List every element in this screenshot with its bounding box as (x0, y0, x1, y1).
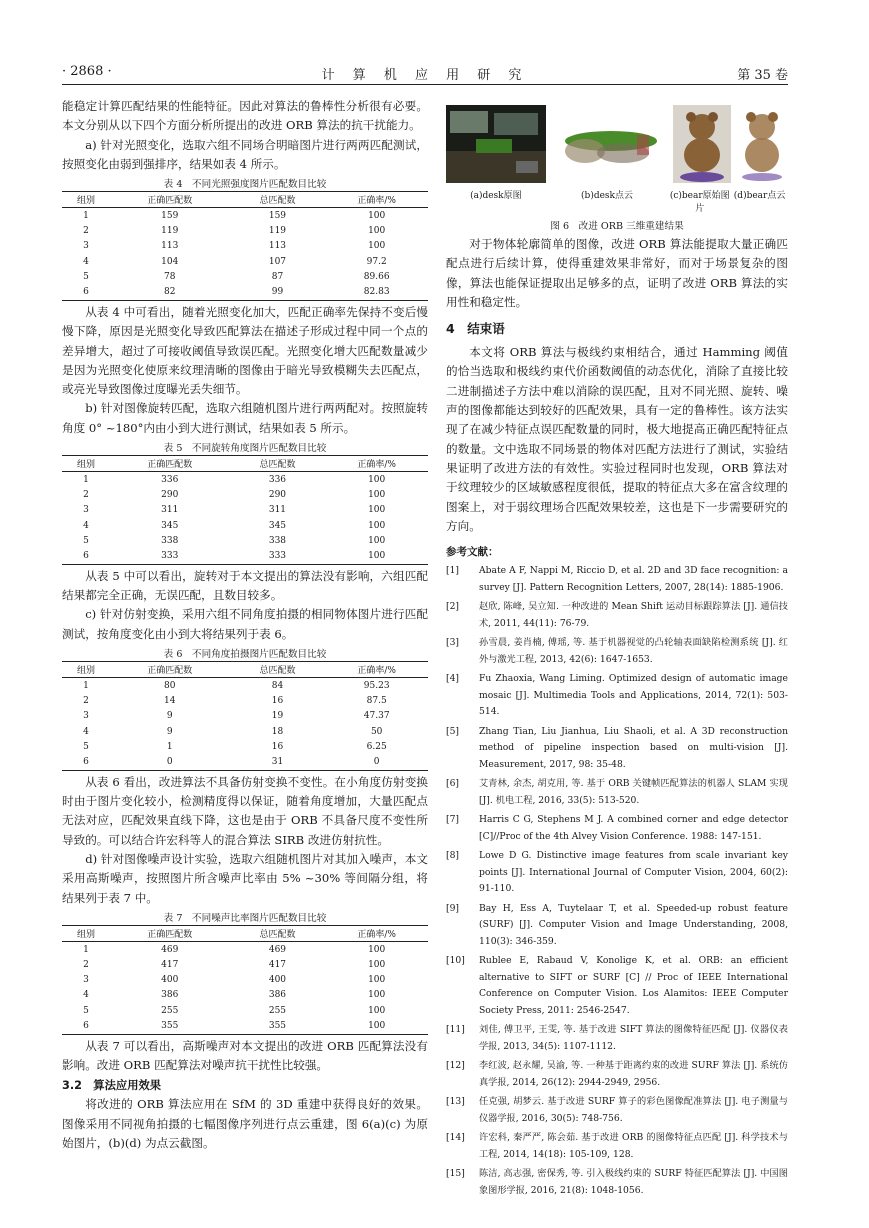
table-cell: 100 (368, 1021, 386, 1031)
table-row (62, 223, 428, 238)
reference-item (446, 724, 788, 774)
table-cell: 0 (373, 757, 380, 768)
reference-text: Zhang Tian, Liu Jianhua, Liu Shaoli, et al. A 3D reconstruction method of pipeline inspection based on multi-vision [J]. Measurement, 2017, 98: 35-48. (479, 725, 788, 770)
column-header: 正确率/% (325, 925, 428, 941)
table-row (62, 472, 428, 488)
table-cell: 6 (83, 287, 89, 298)
table-cell: 100 (368, 944, 386, 955)
section-heading: 4 结束语 (446, 321, 505, 337)
table-cell: 1 (166, 741, 173, 752)
reference-item (446, 812, 788, 845)
table-header-row (62, 925, 428, 941)
table-cell: 400 (268, 975, 287, 986)
paragraph: 对于物体轮廓简单的图像，改进 ORB 算法能提取大量正确匹配点进行后续计算，使得重建效果非常好，而对于场景复杂的图像，算法也能保证提取出足够多的点，证明了改进 ORB 算法的实用性和稳定性。 (446, 237, 788, 309)
data-table (62, 455, 428, 565)
reference-number: [14] (446, 1132, 465, 1144)
table-cell: 4 (83, 520, 89, 531)
reference-text: Abate A F, Nappi M, Riccio D, et al. 2D and 3D face recognition: a survey [J]. Pattern Recognition Letters, 2007, 28(14): 1885-1906. (479, 565, 788, 593)
table-cell: 333 (161, 551, 179, 562)
reference-number: [12] (446, 1060, 465, 1072)
table-cell: 417 (268, 959, 287, 970)
column-header: 正确匹配数 (110, 456, 230, 472)
reference-item (446, 901, 788, 951)
table-cell: 400 (161, 975, 179, 986)
table-cell: 9 (166, 726, 173, 737)
table-cell: 100 (368, 959, 386, 970)
table-row (62, 678, 428, 694)
table-cell: 100 (368, 535, 386, 546)
table-cell: 100 (368, 1005, 386, 1016)
reference-text: 赵欣, 陈峰, 吴立知. 一种改进的 Mean Shift 运动目标跟踪算法 [J]. 通信技术, 2011, 44(11): 76-79. (479, 601, 788, 629)
paragraph: a) 针对光照变化，选取六组不同场合明暗图片进行两两匹配测试，按照变化由弱到强排序，结果如表 4 所示。 (62, 137, 428, 171)
paragraph: 能稳定计算匹配结果的性能特征。因此对算法的鲁棒性分析很有必要。本文分别从以下四个方面分析所提出的改进 ORB 算法的抗干扰能力。 (62, 99, 428, 133)
table-row (62, 254, 428, 269)
table-row (62, 1018, 428, 1034)
table-cell: 19 (271, 711, 284, 722)
figure-subcaptions (446, 188, 788, 214)
table-cell: 386 (161, 990, 179, 1001)
table-row (62, 1003, 428, 1018)
table-cell: 5 (83, 535, 89, 546)
reference-number: [13] (446, 1096, 465, 1108)
table-cell: 159 (268, 210, 287, 221)
table-caption: 表 5 不同旋转角度图片匹配数目比较 (163, 443, 327, 455)
column-header: 总匹配数 (230, 456, 326, 472)
table-cell: 3 (83, 505, 89, 516)
reference-list (446, 563, 788, 1199)
figure-6-images (446, 105, 788, 183)
paragraph: d) 针对图像噪声设计实验，选取六组随机图片对其加入噪声，本文采用高斯噪声，按照图片所含噪声比率由 5% ~30% 等间隔分组，将结果列于表 7 中。 (62, 851, 428, 905)
table-row (62, 724, 428, 739)
table-cell: 100 (368, 551, 386, 562)
table-cell: 6.25 (366, 741, 387, 752)
table-row (62, 988, 428, 1003)
reference-text: 陈洁, 高志强, 密保秀, 等. 引入极线约束的 SURF 特征匹配算法 [J]. 中国图象图形学报, 2016, 21(8): 1048-1056. (479, 1168, 788, 1196)
table-cell: 107 (268, 256, 287, 267)
reference-number: [6] (446, 778, 460, 790)
table-cell: 97.2 (366, 256, 387, 267)
table-row (62, 239, 428, 254)
reference-item (446, 1094, 788, 1127)
table-cell: 100 (368, 990, 386, 1001)
reference-item (446, 563, 788, 596)
table-cell: 82 (164, 287, 176, 298)
table-cell: 14 (164, 695, 176, 706)
table-cell: 338 (268, 535, 287, 546)
table-cell: 355 (268, 1021, 287, 1031)
table-cell: 87.5 (366, 695, 387, 706)
reference-text: Fu Zhaoxia, Wang Liming. Optimized design of automatic image mosaic [J]. Multimedia Tools and Applications, 2014, 72(1): 503-514. (479, 673, 788, 718)
table-cell: 100 (368, 489, 386, 500)
table-cell: 1 (83, 210, 89, 221)
table-cell: 469 (268, 944, 287, 955)
column-header: 总匹配数 (230, 925, 326, 941)
table-cell: 2 (83, 959, 89, 970)
reference-number: [11] (446, 1024, 465, 1036)
table-header-row (62, 456, 428, 472)
table-cell: 345 (268, 520, 287, 531)
table-cell: 119 (161, 226, 179, 237)
paragraph: 将改进的 ORB 算法应用在 SfM 的 3D 重建中获得良好的效果。图像采用不同视角拍摄的七幅图像序列进行点云重建，图 6(a)(c) 为原始图片，(b)(d) 为点云截图。 (62, 1097, 428, 1150)
table-row (62, 709, 428, 724)
reference-text: Harris C G, Stephens M J. A combined corner and edge detector [C]//Proc of the 4th Alvey Vision Conference. 1988: 147-151. (479, 814, 788, 842)
desk-point-cloud (551, 105, 669, 183)
reference-text: 刘佳, 傅卫平, 王雯, 等. 基于改进 SIFT 算法的图像特征匹配 [J]. 仪器仪表学报, 2013, 34(5): 1107-1112. (479, 1024, 788, 1052)
reference-text: 任克强, 胡梦云. 基于改进 SURF 算子的彩色图像配准算法 [J]. 电子测量与仪器学报, 2016, 30(5): 748-756. (479, 1096, 788, 1124)
reference-number: [1] (446, 565, 460, 577)
column-header: 正确率/% (325, 662, 428, 678)
reference-number: [15] (446, 1168, 465, 1180)
column-header: 总匹配数 (230, 662, 326, 678)
reference-number: [10] (446, 955, 465, 967)
subcaption: (b)desk点云 (581, 191, 633, 201)
subcaption: (a)desk原图 (470, 191, 522, 201)
reference-text: 艾青林, 余杰, 胡克用, 等. 基于 ORB 关键帧匹配算法的机器人 SLAM 实现 [J]. 机电工程, 2016, 33(5): 513-520. (479, 778, 788, 806)
column-header: 组别 (62, 456, 110, 472)
table-cell: 4 (83, 256, 89, 267)
table-caption: 表 4 不同光照强度图片匹配数目比较 (163, 179, 327, 191)
table-cell: 87 (271, 272, 284, 283)
subcaption: (d)bear点云 (733, 191, 786, 201)
table-caption: 表 6 不同角度拍摄图片匹配数目比较 (163, 649, 327, 661)
table-cell: 311 (268, 505, 287, 516)
table-cell: 119 (268, 226, 287, 237)
table-cell: 100 (368, 474, 386, 485)
table-cell: 3 (83, 711, 89, 722)
bear-point-cloud (736, 105, 788, 183)
table-cell: 100 (368, 520, 386, 531)
column-header: 正确匹配数 (110, 925, 230, 941)
table-cell: 31 (271, 757, 284, 768)
references-heading: 参考文献： (446, 546, 499, 559)
table-row (62, 755, 428, 771)
reference-text: 李红波, 赵永耀, 吴渝, 等. 一种基于距离约束的改进 SURF 算法 [J]. 系统仿真学报, 2014, 26(12): 2944-2949, 2956. (479, 1060, 788, 1088)
table-cell: 18 (271, 726, 284, 737)
table-header-row (62, 192, 428, 208)
table-row (62, 503, 428, 518)
table-cell: 6 (83, 551, 89, 562)
table-cell: 16 (271, 695, 284, 706)
reference-text: 许宏科, 秦严严, 陈会茹. 基于改进 ORB 的图像特征点匹配 [J]. 科学技术与工程, 2014, 14(18): 105-109, 128. (479, 1132, 788, 1160)
table-header-row (62, 662, 428, 678)
column-header: 正确率/% (325, 192, 428, 208)
paragraph: 从表 7 可以看出，高斯噪声对本文提出的改进 ORB 匹配算法没有影响。改进 ORB 匹配算法对噪声抗干扰性比较强。 (62, 1038, 428, 1072)
table-cell: 5 (83, 741, 89, 752)
table-cell: 338 (161, 535, 179, 546)
table-cell: 2 (83, 695, 89, 706)
table-cell: 100 (368, 226, 386, 237)
table-cell: 16 (271, 741, 284, 752)
reference-item (446, 1058, 788, 1091)
table-cell: 417 (161, 959, 179, 970)
data-table (62, 661, 428, 771)
table-cell: 47.37 (363, 711, 390, 722)
paragraph: 从表 4 中可看出，随着光照变化加大，匹配正确率先保持不变后慢慢下降，原因是光照变化导致匹配算法在描述子形成过程中同一个点的差异增大，超过了可接收阈值导致误匹配。光照变化增大匹配数量减少是因为光照变化使原来纹理清晰的图像由于暗光导致模糊失去匹配点，或亮光导致图像过度曝光丢失细节。 (62, 304, 428, 397)
table-cell: 82.83 (363, 287, 390, 298)
desk-photo (446, 105, 546, 183)
table-cell: 100 (368, 505, 386, 516)
table-cell: 113 (268, 241, 287, 252)
table-cell: 4 (83, 990, 89, 1001)
reference-number: [3] (446, 637, 460, 649)
reference-number: [8] (446, 850, 460, 862)
reference-number: [7] (446, 814, 460, 826)
table-cell: 386 (268, 990, 287, 1001)
table-row (62, 739, 428, 754)
reference-number: [9] (446, 902, 460, 914)
table-cell: 5 (83, 272, 89, 283)
reference-item (446, 1166, 788, 1199)
table-cell: 6 (83, 1021, 89, 1031)
table-row (62, 487, 428, 502)
table-row (62, 533, 428, 548)
right-column (446, 95, 788, 1202)
table-cell: 100 (368, 210, 386, 221)
table-row (62, 518, 428, 533)
table-cell: 159 (161, 210, 179, 221)
table-cell: 89.66 (363, 272, 390, 283)
paragraph: 从表 5 中可以看出，旋转对于本文提出的算法没有影响，六组匹配结果都完全正确，无误匹配，且数目较多。 (62, 568, 428, 603)
table-cell: 5 (83, 1005, 89, 1016)
reference-item (446, 776, 788, 809)
table-cell: 9 (166, 711, 173, 722)
reference-item (446, 1130, 788, 1163)
data-table (62, 191, 428, 301)
column-header: 正确匹配数 (110, 192, 230, 208)
table-cell: 255 (268, 1005, 287, 1016)
table-cell: 104 (161, 256, 179, 267)
section-heading: 3.2 算法应用效果 (62, 1079, 162, 1093)
journal-name: 计 算 机 应 用 研 究 (321, 68, 529, 83)
reference-item (446, 599, 788, 632)
table-cell: 80 (164, 680, 176, 691)
table-caption: 表 7 不同噪声比率图片匹配数目比较 (163, 912, 327, 924)
table-row (62, 957, 428, 972)
left-column (62, 97, 428, 1153)
reference-item (446, 671, 788, 721)
table-cell: 336 (161, 474, 179, 485)
data-table (62, 925, 428, 1035)
table-row (62, 285, 428, 301)
table-cell: 95.23 (363, 680, 390, 691)
reference-number: [2] (446, 601, 460, 613)
table-row (62, 269, 428, 284)
column-header: 组别 (62, 925, 110, 941)
table-cell: 290 (268, 489, 287, 500)
bear-photo (673, 105, 731, 183)
reference-item (446, 1022, 788, 1055)
table-cell: 78 (164, 272, 176, 283)
table-cell: 84 (271, 680, 284, 691)
page-header (62, 62, 788, 85)
figure-caption: 图 6 改进 ORB 三维重建结果 (550, 221, 684, 232)
reference-number: [5] (446, 725, 460, 737)
reference-item (446, 635, 788, 668)
table-cell: 333 (268, 551, 287, 562)
column-header: 正确匹配数 (110, 662, 230, 678)
table-cell: 0 (166, 757, 173, 768)
table-cell: 1 (83, 474, 89, 485)
table-cell: 255 (161, 1005, 179, 1016)
table-cell: 311 (161, 505, 179, 516)
column-header: 组别 (62, 192, 110, 208)
paragraph: 从表 6 看出，改进算法不具备仿射变换不变性。在小角度仿射变换时由于图片变化较小，检测精度得以保证，随着角度增加，大量匹配点无法对应，匹配效果直线下降，这也是由于 ORB 不具备尺度不变性所导致的。可以结合许宏科等人的混合算法 SIRB 改进仿射抗性。 (62, 774, 428, 847)
table-cell: 113 (161, 241, 179, 252)
column-header: 组别 (62, 662, 110, 678)
table-cell: 2 (83, 226, 89, 237)
column-header: 正确率/% (325, 456, 428, 472)
paragraph: 本文将 ORB 算法与极线约束相结合，通过 Hamming 阈值的恰当选取和极线约束代价函数阈值的动态优化，消除了直接比较二进制描述子方法中难以消除的误匹配，且对不同光照、旋转、噪声的图像都能达到较好的匹配效果，具有一定的鲁棒性。该方法实现了在减少特征点误匹配数量的同时，极大地提高正确匹配特征点的数量。文中选取不同场景的物体对匹配方法进行了测试，实验结果证明了改进方法的有效性。实验过程同时也发现，ORB 算法对于纹理较少的区域敏感程度很低，提取的特征点大多在富含纹理的图案上，对于弱纹理场合匹配效果较差，这也是下一步需要研究的方向。 (446, 345, 788, 533)
reference-item (446, 953, 788, 1019)
paragraph: c) 针对仿射变换，采用六组不同角度拍摄的相同物体图片进行匹配测试，按角度变化由小到大将结果列于表 6。 (62, 607, 428, 641)
reference-item (446, 848, 788, 898)
table-cell: 469 (161, 944, 179, 955)
table-cell: 4 (83, 726, 89, 737)
table-cell: 345 (161, 520, 179, 531)
table-cell: 3 (83, 975, 89, 986)
column-header: 总匹配数 (230, 192, 326, 208)
table-cell: 2 (83, 489, 89, 500)
table-cell: 336 (268, 474, 287, 485)
paragraph: b) 针对图像旋转匹配，选取六组随机图片进行两两配对。按照旋转角度 0° ~180°内由小到大进行测试，结果如表 5 所示。 (62, 401, 428, 435)
subcaption: (c)bear原始图片 (669, 191, 730, 214)
reference-number: [4] (446, 673, 460, 685)
table-cell: 50 (370, 726, 383, 737)
reference-text: Bay H, Ess A, Tuytelaar T, et al. Speeded-up robust feature (SURF) [J]. Computer Vision and Image Understanding, 2008, 110(3): 346-359. (479, 902, 788, 947)
page-number: · 2868 · (62, 64, 112, 79)
table-cell: 100 (368, 975, 386, 986)
reference-text: Rublee E, Rabaud V, Konolige K, et al. ORB: an efficient alternative to SIFT or SURF [C] // Proc of IEEE International Conference on Computer Vision. Los Alamitos: IEEE Computer Society Press, 2011: 2546-2547. (479, 955, 788, 1016)
reference-text: Lowe D G. Distinctive image features from scale invariant key points [J]. International Journal of Computer Vision, 2004, 60(2): 91-110. (479, 850, 788, 895)
table-cell: 6 (83, 757, 89, 768)
table-cell: 99 (271, 287, 284, 298)
table-row (62, 972, 428, 987)
table-row (62, 693, 428, 708)
table-row (62, 549, 428, 565)
table-cell: 290 (161, 489, 179, 500)
table-cell: 100 (368, 241, 386, 252)
table-cell: 1 (83, 944, 89, 955)
table-row (62, 208, 428, 224)
table-row (62, 941, 428, 957)
reference-text: 孙雪晨, 姜肖楠, 傅瑶, 等. 基于机器视觉的凸轮轴表面缺陷检测系统 [J]. 红外与激光工程, 2013, 42(6): 1647-1653. (479, 637, 788, 665)
table-cell: 355 (161, 1021, 179, 1031)
table-cell: 1 (83, 680, 89, 691)
table-cell: 3 (83, 241, 89, 252)
volume-label: 第 35 卷 (737, 68, 788, 83)
